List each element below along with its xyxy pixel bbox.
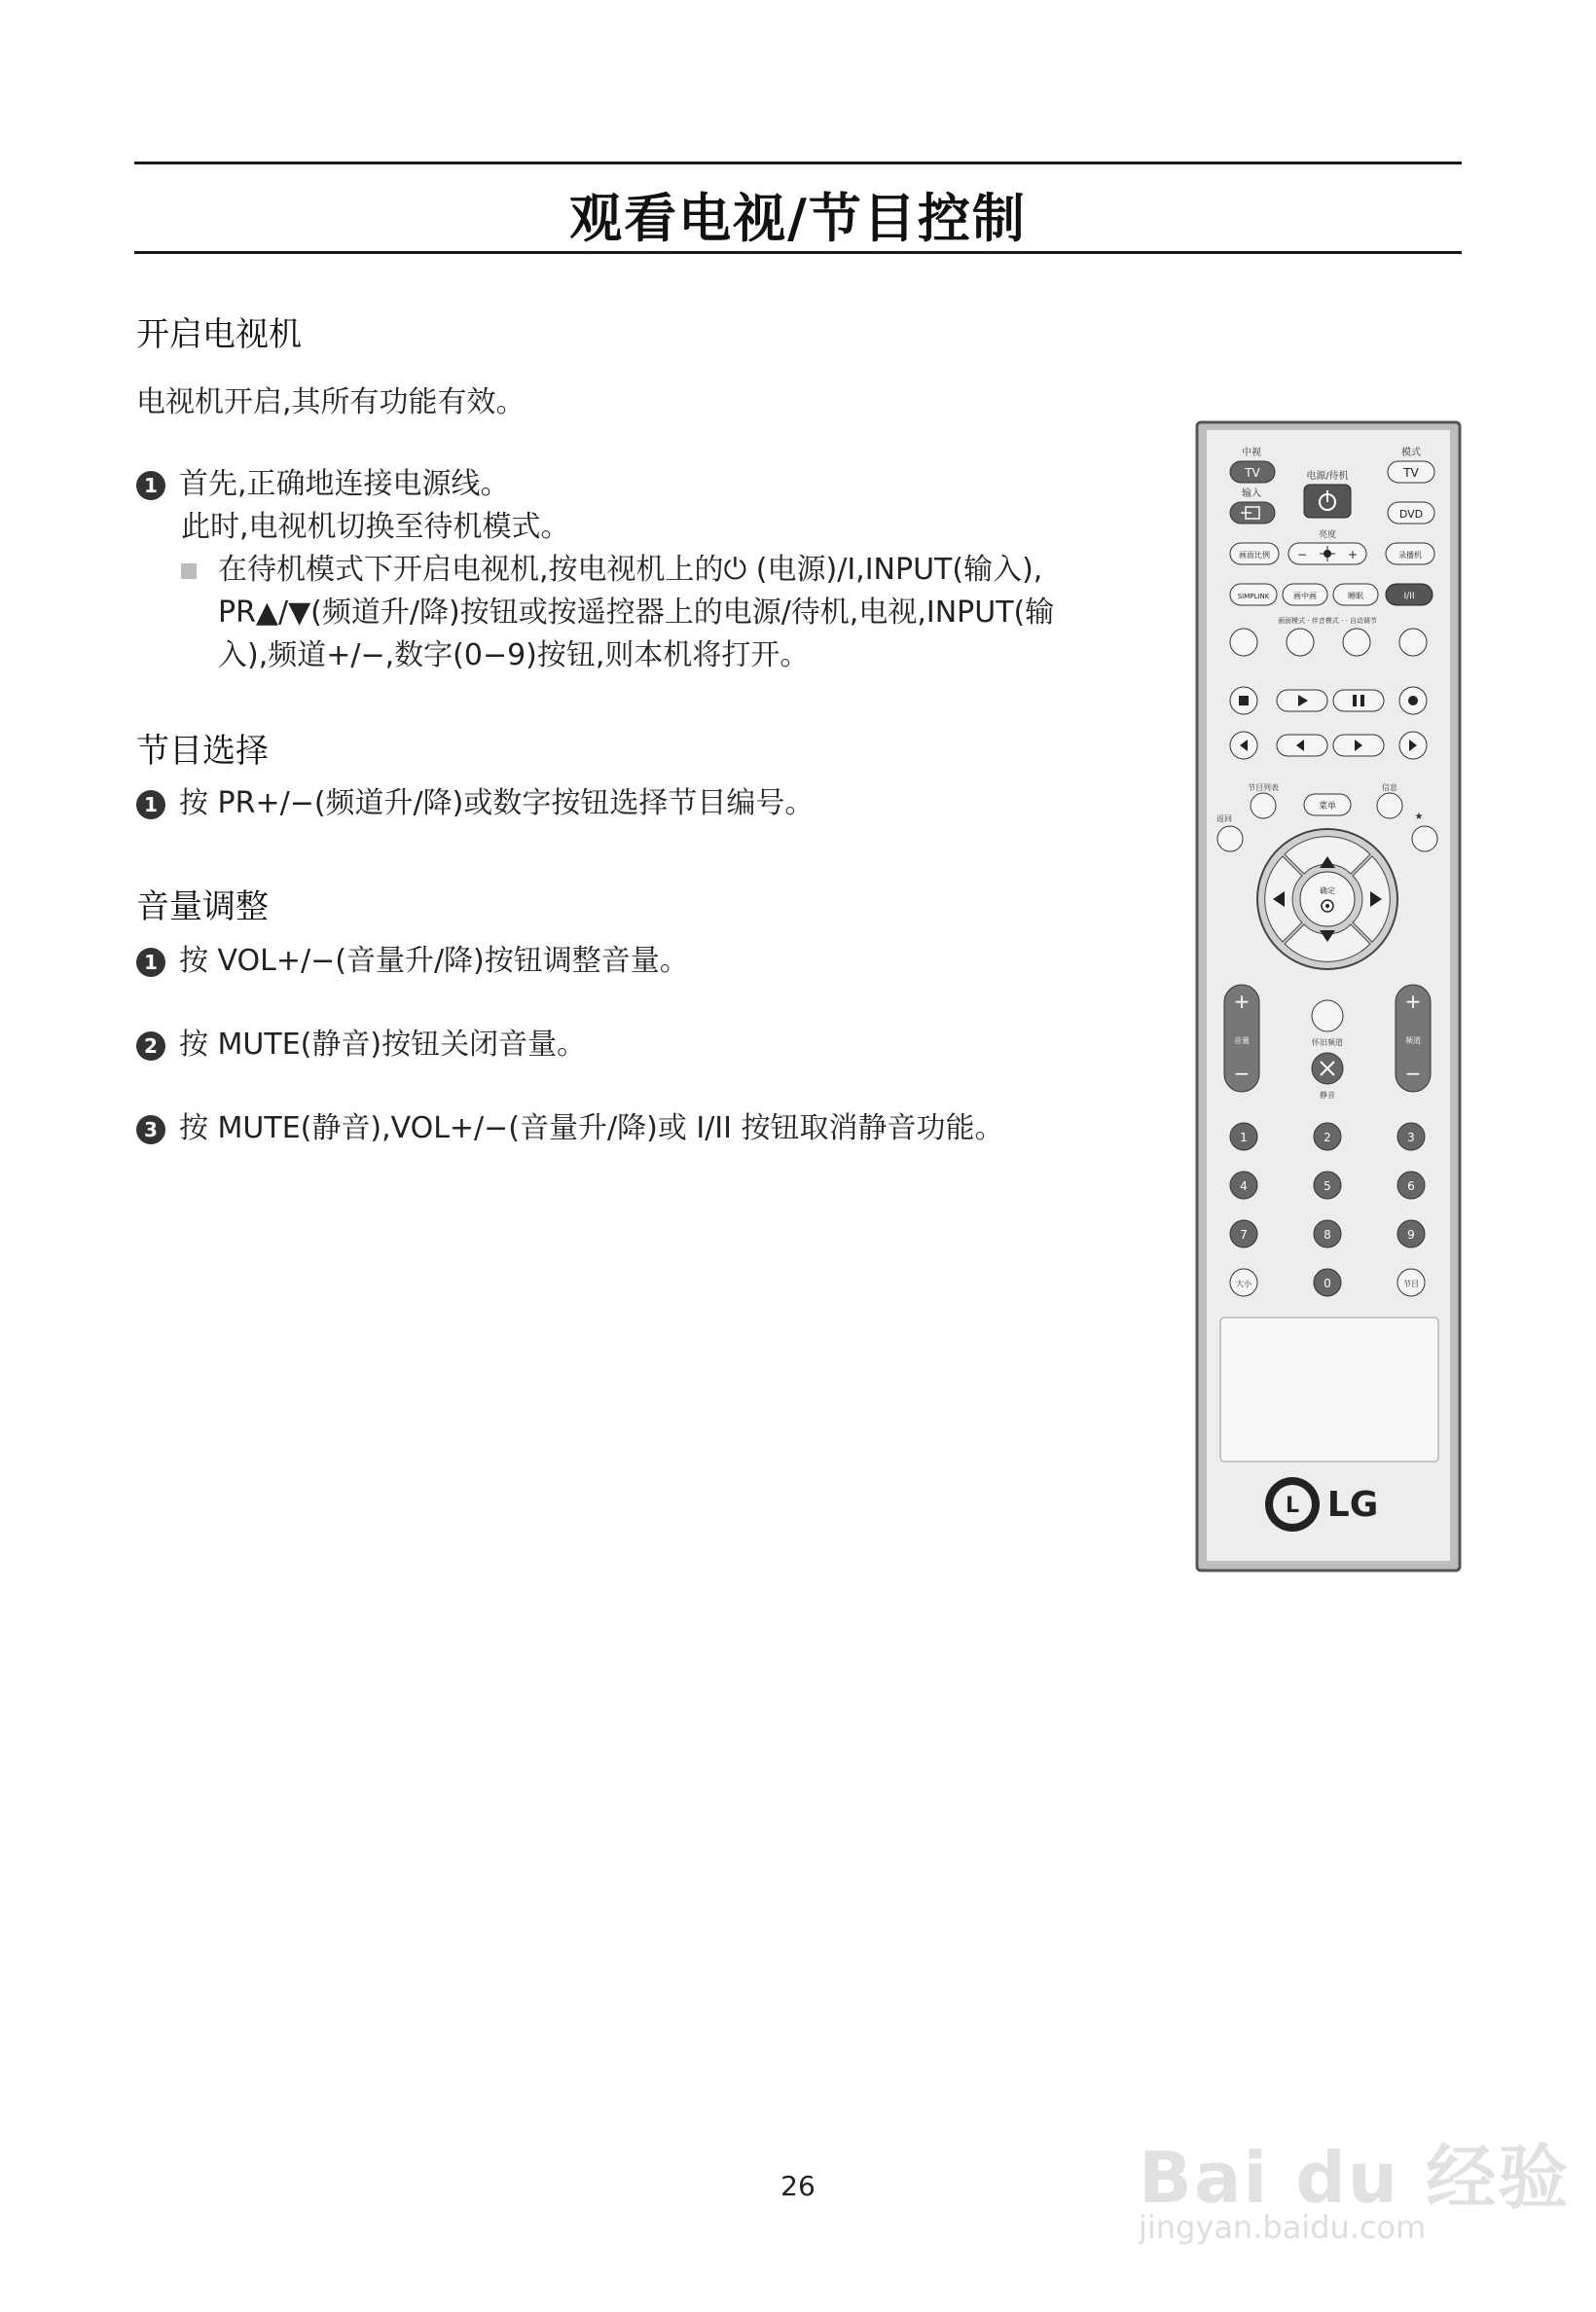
- brightness-minus-label: −: [1296, 548, 1308, 561]
- svg-text:L: L: [1285, 1494, 1300, 1518]
- digit-7-label: 7: [1240, 1228, 1248, 1242]
- step-text: 按 VOL+/−(音量升/降)按钮调整音量。: [179, 944, 689, 978]
- back-label: 返回: [1216, 814, 1232, 823]
- mute-label: 静音: [1320, 1091, 1335, 1100]
- favorite-channel-button[interactable]: [1312, 1000, 1343, 1031]
- ok-label: 确定: [1320, 886, 1335, 895]
- menu-label: 菜单: [1318, 802, 1337, 812]
- step-text: 按 MUTE(静音)按钮关闭音量。: [179, 1028, 587, 1062]
- step-number: 3: [136, 1115, 165, 1144]
- back-button[interactable]: [1217, 826, 1243, 851]
- power-label: 电源/待机: [1306, 471, 1349, 482]
- sound-mode-button[interactable]: [1287, 629, 1314, 656]
- digit-5-label: 5: [1324, 1179, 1331, 1193]
- brightness-label: 亮度: [1318, 530, 1337, 540]
- page-number: 26: [780, 2170, 816, 2202]
- step-text: 按 PR+/−(频道升/降)或数字按钮选择节目编号。: [179, 786, 815, 820]
- sleep-label: 睡眠: [1348, 592, 1363, 600]
- size-label: 大小: [1236, 1280, 1251, 1288]
- color-row-labels: 画面模式 · 伴音模式 · · 自动调节: [1278, 617, 1377, 625]
- note-text-continued: PR▲/▼(频道升/降)按钮或按遥控器上的电源/待机,电视,INPUT(输: [218, 596, 1055, 630]
- input-label: 输入: [1242, 488, 1261, 499]
- favorite-channel-label: 怀旧频道: [1312, 1038, 1343, 1047]
- program-minus-label: −: [1404, 1062, 1422, 1085]
- step-number: 2: [136, 1031, 165, 1061]
- input-button[interactable]: [1230, 502, 1275, 524]
- note-text-continued: 入),频道+/−,数字(0−9)按钮,则本机将打开。: [218, 638, 810, 672]
- record-icon: [1408, 696, 1418, 705]
- section-heading-volume: 音量调整: [136, 887, 269, 926]
- section-heading-power-on: 开启电视机: [136, 315, 302, 354]
- volume-minus-label: −: [1233, 1062, 1251, 1085]
- recorder-label: 录播机: [1398, 551, 1422, 560]
- note-bullet-icon: [181, 563, 197, 579]
- digit-9-label: 9: [1407, 1228, 1415, 1242]
- auto-adjust-button[interactable]: [1399, 629, 1427, 656]
- memo-label: 节目: [1403, 1280, 1419, 1288]
- title-underline: [134, 251, 1462, 254]
- watermark-url: jingyan.baidu.com: [1139, 2209, 1427, 2246]
- tv-input-label: TV: [1245, 466, 1260, 480]
- pause-button[interactable]: [1333, 690, 1384, 711]
- digit-6-label: 6: [1407, 1179, 1415, 1193]
- step-item: [136, 1103, 1004, 1146]
- digit-2-label: 2: [1324, 1131, 1331, 1144]
- ok-button[interactable]: [1300, 872, 1355, 926]
- function-button[interactable]: [1343, 629, 1370, 656]
- digit-0-label: 0: [1324, 1277, 1331, 1290]
- note-item: [181, 545, 1042, 588]
- mode-label-left: 中视: [1242, 448, 1261, 458]
- digit-4-label: 4: [1240, 1179, 1248, 1193]
- lg-logo-icon: [1265, 1477, 1320, 1532]
- section-intro: 电视机开启,其所有功能有效。: [136, 385, 526, 419]
- program-plus-label: +: [1404, 990, 1422, 1013]
- page-title: 观看电视/节目控制: [569, 188, 1027, 249]
- step-number: 1: [136, 948, 165, 977]
- step-text: 按 MUTE(静音),VOL+/−(音量升/降)或 I/II 按钮取消静音功能。: [179, 1111, 1004, 1145]
- step-item: [136, 459, 510, 502]
- digit-8-label: 8: [1324, 1228, 1331, 1242]
- step-text: 首先,正确地连接电源线。: [179, 467, 510, 501]
- program-label: 频道: [1405, 1036, 1421, 1045]
- note-text: 在待机模式下开启电视机,按电视机上的⏻ (电源)/I,INPUT(输入),: [218, 553, 1043, 587]
- dual-sound-label: I/II: [1403, 592, 1415, 601]
- pip-label: 画中画: [1293, 592, 1317, 600]
- watermark-text: Bai du 经验: [1139, 2137, 1571, 2219]
- program-list-label: 节目列表: [1248, 783, 1279, 792]
- info-button[interactable]: [1377, 793, 1402, 818]
- step-number: 1: [136, 471, 165, 500]
- picture-ratio-label: 画面比例: [1239, 551, 1270, 560]
- step-number: 1: [136, 790, 165, 819]
- simplink-label: SIMPLINK: [1237, 593, 1270, 600]
- remote-control-illustration: [1195, 420, 1464, 1576]
- star-label: ★: [1414, 812, 1424, 822]
- digit-3-label: 3: [1407, 1131, 1415, 1144]
- mode-label: 模式: [1401, 448, 1421, 458]
- picture-mode-button[interactable]: [1230, 629, 1257, 656]
- step-item: [136, 936, 689, 979]
- digit-1-label: 1: [1240, 1131, 1248, 1144]
- volume-plus-label: +: [1233, 990, 1251, 1013]
- top-rule: [134, 162, 1462, 164]
- tv-mode-label: TV: [1403, 466, 1419, 480]
- step-text-continued: 此时,电视机切换至待机模式。: [181, 510, 570, 544]
- dvd-mode-label: DVD: [1398, 508, 1424, 521]
- remote-blank-panel: [1220, 1318, 1438, 1462]
- volume-label: 音量: [1234, 1036, 1250, 1045]
- step-item: [136, 778, 814, 821]
- stop-icon: [1239, 696, 1249, 705]
- program-list-button[interactable]: [1251, 793, 1276, 818]
- favorite-button[interactable]: [1412, 826, 1437, 851]
- step-item: [136, 1020, 586, 1063]
- section-heading-program-select: 节目选择: [136, 732, 269, 771]
- info-label: 信息: [1382, 783, 1397, 792]
- brightness-plus-label: +: [1347, 548, 1359, 561]
- lg-brand-text: LG: [1326, 1485, 1379, 1525]
